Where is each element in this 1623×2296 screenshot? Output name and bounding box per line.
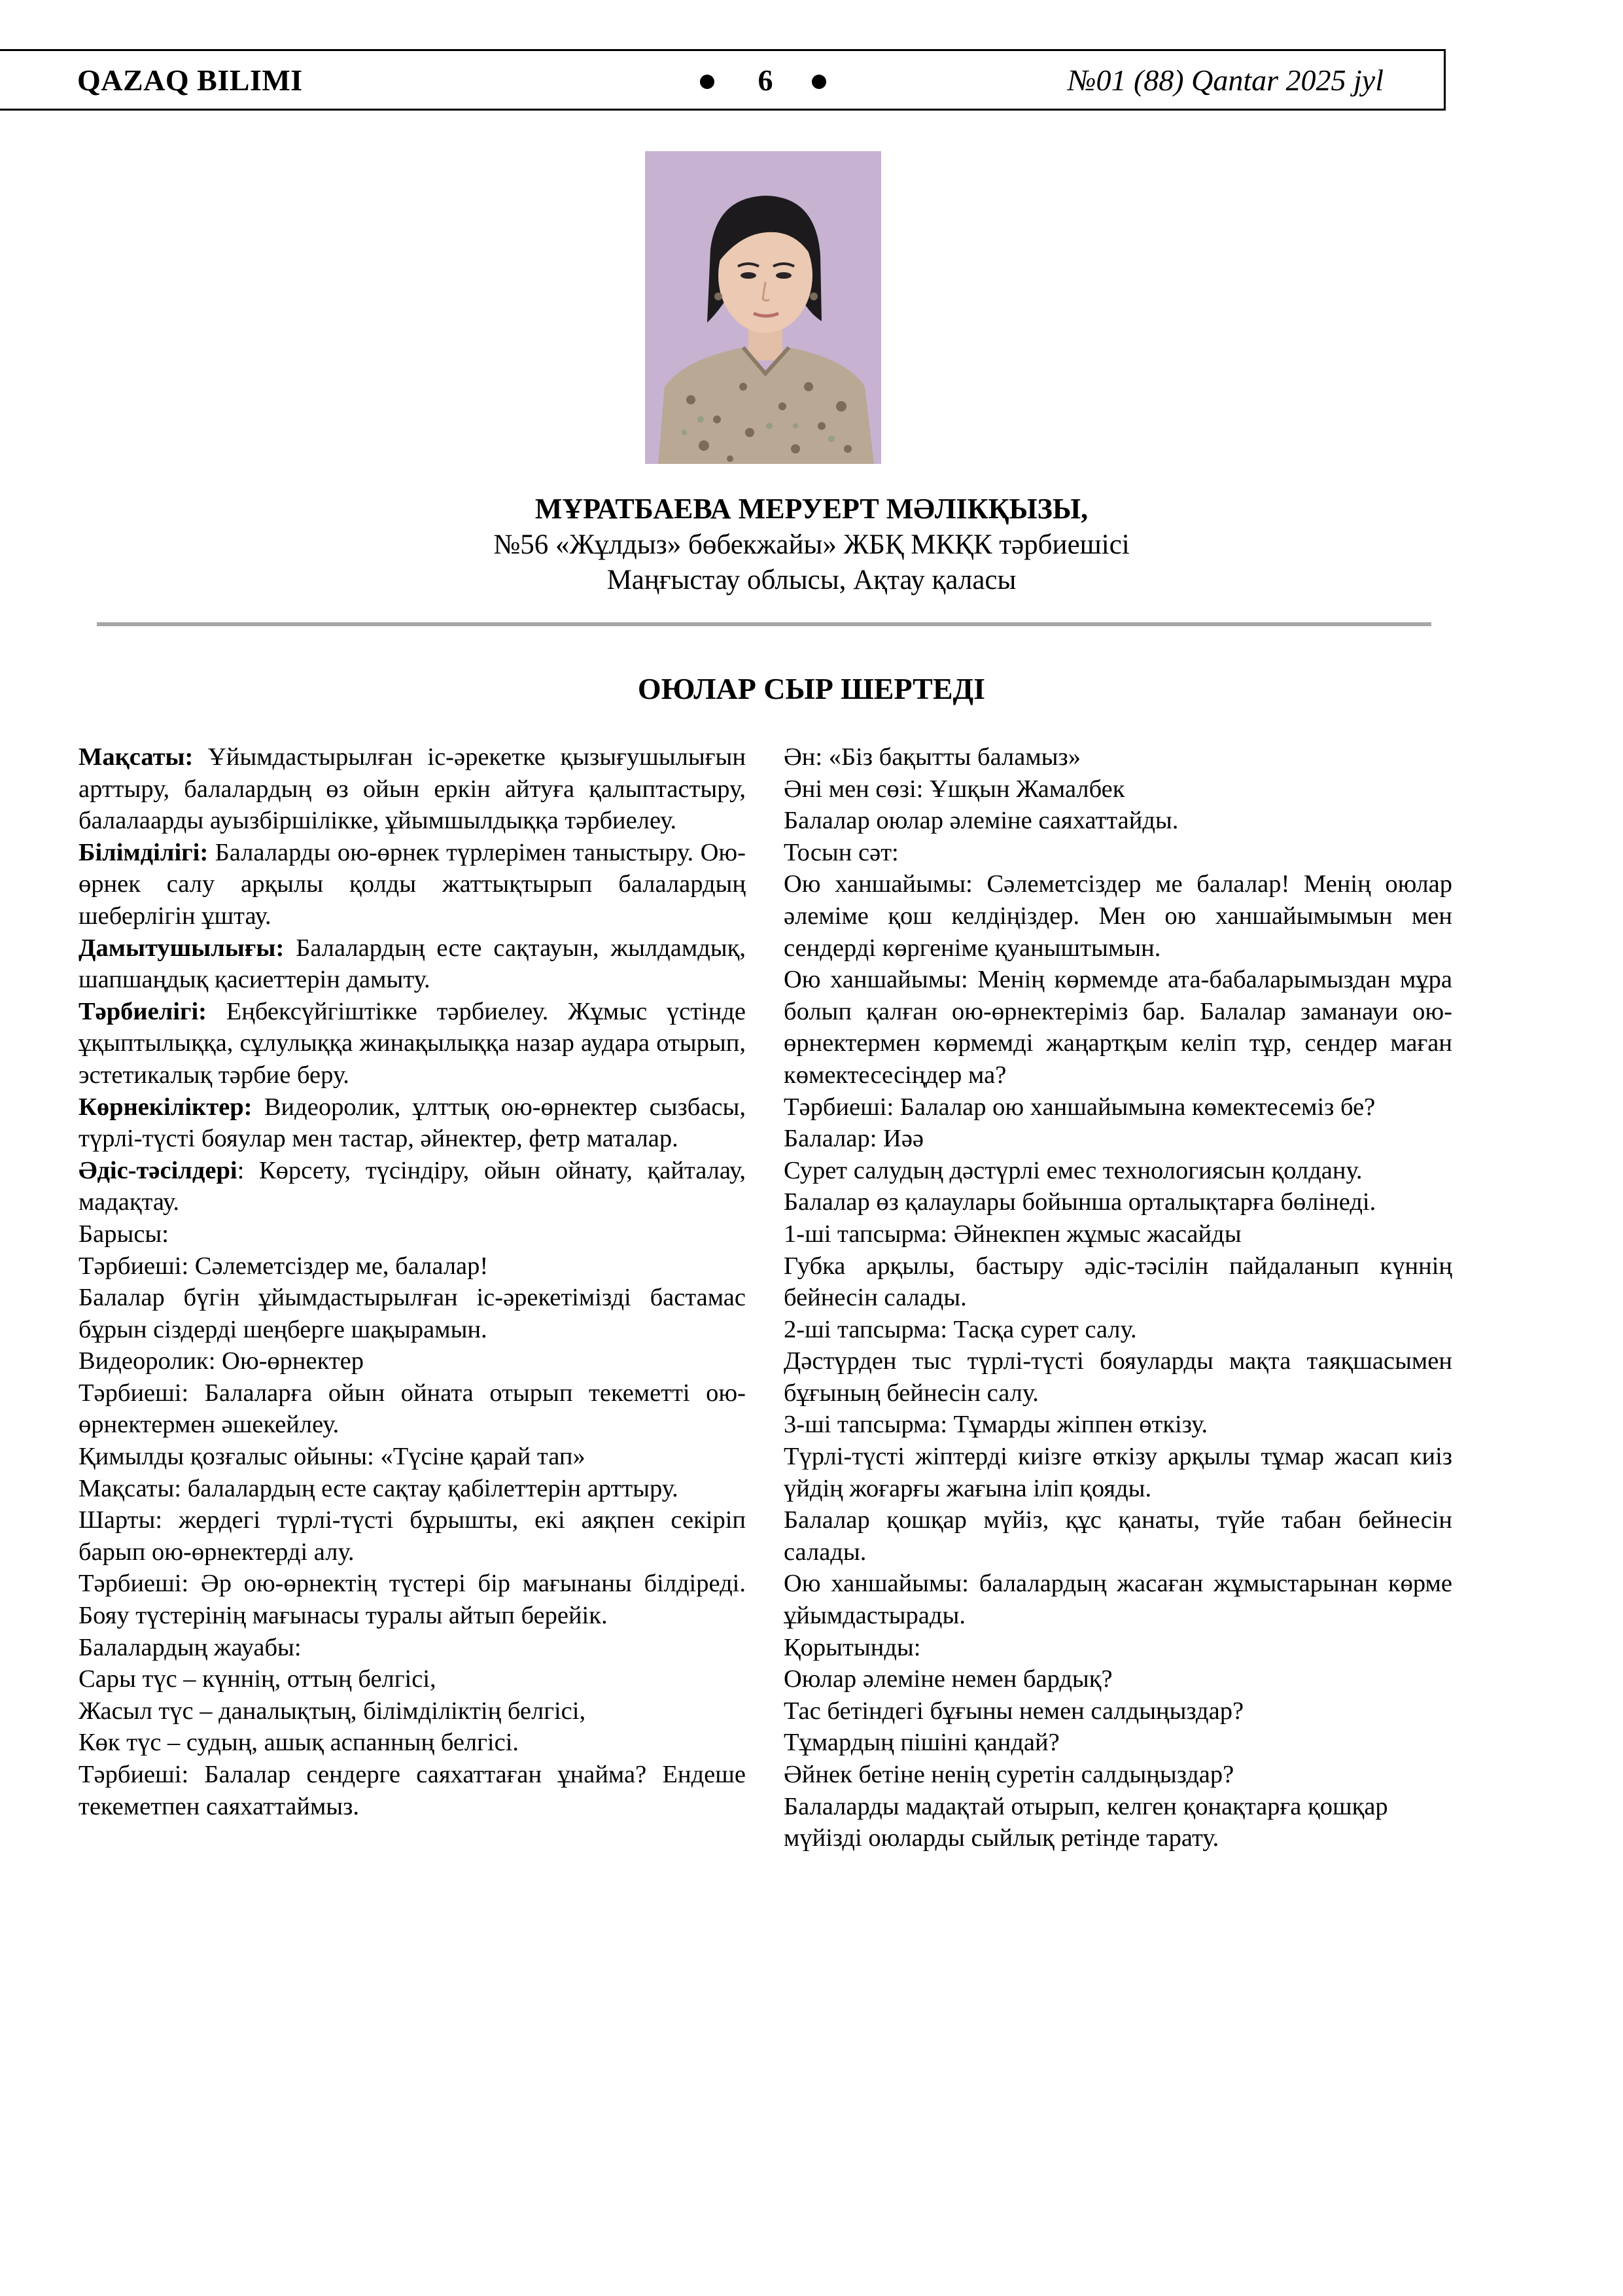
paragraph [79, 1377, 746, 1441]
paragraph: Оюлар әлеміне немен бардық? [784, 1665, 1113, 1693]
paragraph-text: Тәрбиеші: Балаларға ойын ойната отырып текеметті ою-өрнектермен әшекейлеу. [79, 1379, 746, 1439]
paragraph: Балалар өз қалаулары бойынша орталықтарға бөлінеді. [784, 1188, 1376, 1216]
paragraph [79, 1695, 746, 1727]
paragraph: Ән: «Біз бақытты баламыз» [784, 743, 1081, 771]
paragraph-text: Қимылды қозғалыс ойыны: «Түсіне қарай тап» [79, 1443, 585, 1471]
paragraph [79, 1091, 746, 1155]
paragraph [79, 1282, 746, 1345]
author-position: №56 «Жұлдыз» бөбекжайы» ЖБҚ МКҚК тәрбиешісі [493, 529, 1130, 560]
author-location: Маңғыстау облысы, Ақтау қаласы [606, 565, 1017, 595]
paragraph [79, 1155, 746, 1218]
paragraph: 2-ші тапсырма: Тасқа сурет салу. [784, 1315, 1137, 1343]
paragraph [79, 1568, 746, 1631]
paragraph-text: Еңбексүйгіштікке тәрбиелеу. Жұмыс үстінде ұқыптылыққа, сұлулыққа жинақылыққа назар аудара отырып, эстетикалық тәрбие беру. [79, 997, 746, 1089]
paragraph-label: Әдіс-тәсілдері [79, 1156, 237, 1184]
paragraph-text: Ұйымдастырылған іс-әрекетке қызығушылығын арттыру, балалардың өз ойын еркін айтуға қалыптастыру, балалаарды ауызбіршілікке, ұйымшылдыққа тәрбиелеу. [79, 743, 746, 835]
author-photo [645, 151, 881, 464]
paragraph: Балалар: Иәә [784, 1125, 924, 1153]
paragraph: Губка арқылы, бастыру әдіс-тәсілін пайдаланып күннің бейнесін салады. [784, 1252, 1452, 1312]
author-name: МҰРАТБАЕВА МЕРУЕРТ МӘЛІКҚЫЗЫ, [534, 493, 1089, 525]
article-title: ОЮЛАР СЫР ШЕРТЕДІ [637, 672, 986, 705]
paragraph: Түрлі-түсті жіптерді киізге өткізу арқылы тұмар жасап киіз үйдің жоғарғы жағына іліп қояды. [784, 1443, 1452, 1502]
paragraph: Әйнек бетіне ненің суретін салдыңыздар? [784, 1761, 1234, 1788]
paragraph [79, 1504, 746, 1568]
paragraph-text: Сары түс – күннің, оттың белгісі, [79, 1665, 436, 1693]
paragraph: Тосын сәт: [784, 838, 899, 866]
divider [97, 622, 1431, 626]
paragraph [79, 1663, 746, 1695]
paragraph [79, 996, 746, 1091]
paragraph-text: Видеоролик: Ою-өрнектер [79, 1347, 364, 1375]
paragraph: Ою ханшайымы: Менің көрмемде ата-бабаларымыздан мұра болып қалған ою-өрнектеріміз бар. Балалар заманауи ою-өрнектермен көрмемді жаңартқым келіп тұр, сендер маған көмектесесіңдер ма? [784, 966, 1452, 1089]
paragraph [79, 1250, 746, 1282]
paragraph-text: Шарты: жердегі түрлі-түсті бұрышты, екі аяқпен секіріп барып ою-өрнектерді алу. [79, 1506, 746, 1566]
page-header [0, 49, 1446, 111]
paragraph: Қорытынды: [784, 1633, 921, 1661]
paragraph-text: Көк түс – судың, ашық аспанның белгісі. [79, 1729, 519, 1757]
paragraph: Балалар оюлар әлеміне саяхаттайды. [784, 807, 1179, 835]
paragraph: Әні мен сөзі: Ұшқын Жамалбек [784, 775, 1125, 803]
right-column [784, 741, 1452, 1854]
paragraph [79, 1727, 746, 1759]
paragraph-text: Жасыл түс – даналықтың, білімділіктің белгісі, [79, 1697, 586, 1725]
paragraph-text: Мақсаты: балалардың есте сақтау қабілеттерін арттыру. [79, 1474, 678, 1502]
paragraph-text: Тәрбиеші: Сәлеметсіздер ме, балалар! [79, 1252, 489, 1280]
paragraph-text: Тәрбиеші: Балалар сендерге саяхаттаған ұнайма? Ендеше текеметпен саяхаттаймыз. [79, 1761, 746, 1820]
bullet-dot-icon [700, 75, 714, 89]
paragraph [79, 1345, 746, 1377]
paragraph [79, 1473, 746, 1505]
paragraph [79, 1759, 746, 1822]
paragraph [79, 741, 746, 837]
paragraph-label: Көрнекіліктер: [79, 1093, 253, 1121]
paragraph-label: Мақсаты: [79, 743, 194, 771]
journal-name: QAZAQ BILIMI [77, 63, 303, 97]
paragraph [79, 1441, 746, 1473]
paragraph-text: Балалардың есте сақтауын, жылдамдық, шапшаңдық қасиеттерін дамыту. [79, 934, 746, 994]
paragraph: Ою ханшайымы: балалардың жасаған жұмыстарынан көрме ұйымдастырады. [784, 1570, 1452, 1630]
paragraph-label: Дамытушылығы: [79, 934, 285, 962]
paragraph: Тәрбиеші: Балалар ою ханшайымына көмектесеміз бе? [784, 1093, 1376, 1121]
paragraph-text: Балалардың жауабы: [79, 1633, 302, 1661]
paragraph-label: Тәрбиелігі: [79, 997, 207, 1025]
paragraph: Тас бетіндегі бұғыны немен салдыңыздар? [784, 1697, 1244, 1725]
paragraph [79, 1218, 746, 1250]
paragraph: Тұмардың пішіні қандай? [784, 1729, 1060, 1757]
paragraph-text: Барысы: [79, 1220, 169, 1248]
paragraph: Сурет салудың дәстүрлі емес технологиясын қолдану. [784, 1156, 1363, 1184]
bullet-dot-icon [812, 75, 826, 89]
paragraph: Ою ханшайымы: Сәлеметсіздер ме балалар! Менің оюлар әлеміме қош келдіңіздер. Мен ою ханшайымымын мен сендерді көргеніме қуаныштымын. [784, 870, 1452, 962]
page-number: 6 [758, 63, 773, 97]
paragraph [79, 837, 746, 932]
paragraph: 3-ші тапсырма: Тұмарды жіппен өткізу. [784, 1411, 1208, 1439]
paragraph-text: Балаларды ою-өрнек түрлерімен таныстыру. Ою-өрнек салу арқылы қолды жаттықтырып балалардың шеберлігін ұштау. [79, 838, 746, 930]
issue-info: №01 (88) Qantar 2025 jyl [1068, 63, 1384, 97]
paragraph-text: : Көрсету, түсіндіру, ойын ойнату, қайталау, мадақтау. [79, 1156, 746, 1216]
left-column [79, 741, 746, 1822]
paragraph: 1-ші тапсырма: Әйнекпен жұмыс жасайды [784, 1220, 1242, 1248]
paragraph [79, 1632, 746, 1664]
paragraph [79, 932, 746, 996]
paragraph: Балалар қошқар мүйіз, құс қанаты, түйе табан бейнесін салады. [784, 1506, 1452, 1566]
paragraph-text: Видеоролик, ұлттық ою-өрнектер сызбасы, түрлі-түсті бояулар мен тастар, әйнектер, фетр маталар. [79, 1093, 746, 1153]
paragraph-text: Тәрбиеші: Әр ою-өрнектің түстері бір мағынаны білдіреді. Бояу түстерінің мағынасы туралы айтып берейік. [79, 1570, 746, 1630]
paragraph: Балаларды мадақтай отырып, келген қонақтарға қошқар мүйізді оюларды сыйлық ретінде тарату. [784, 1792, 1388, 1852]
page-number-group [700, 62, 824, 98]
paragraph: Дәстүрден тыс түрлі-түсті бояуларды мақта таяқшасымен бұғының бейнесін салу. [784, 1347, 1452, 1407]
paragraph-text: Балалар бүгін ұйымдастырылған іс-әрекетімізді бастамас бұрын сіздерді шеңберге шақырамын. [79, 1284, 746, 1343]
paragraph-label: Білімділігі: [79, 838, 209, 866]
